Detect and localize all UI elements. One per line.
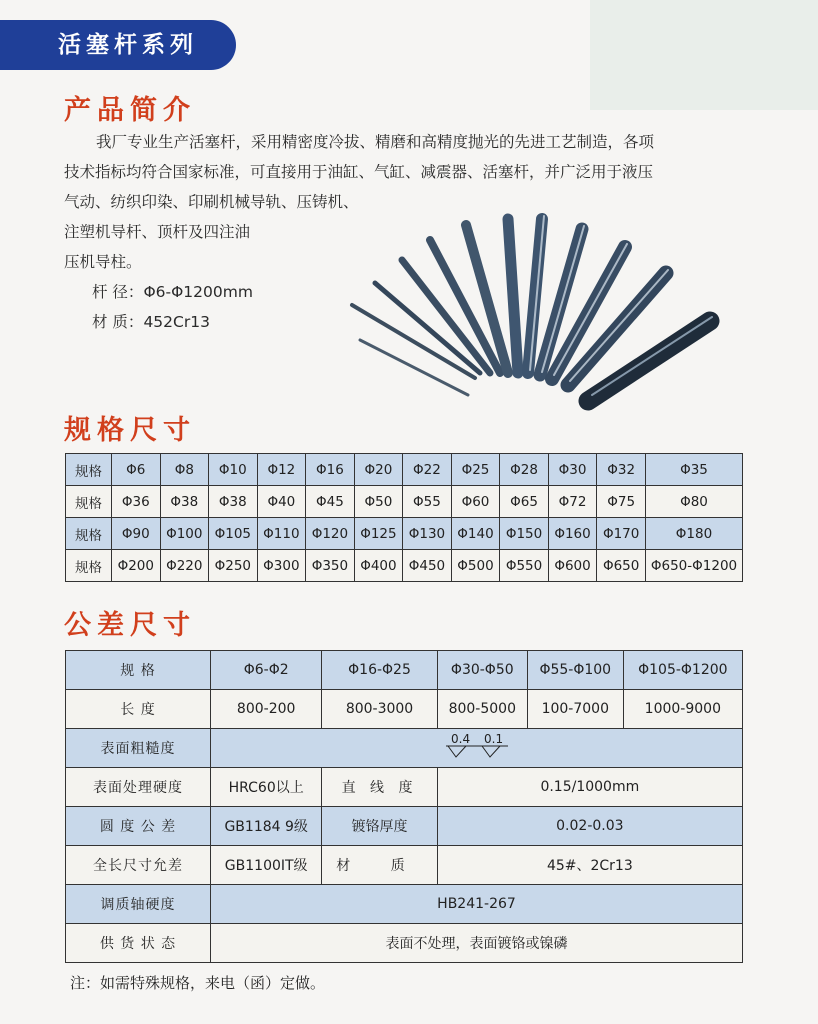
size-cell: Φ20 [354,454,403,486]
spec-value: Φ55-Φ100 [527,651,623,690]
roughness-symbol [442,731,512,761]
size-cell: Φ120 [306,518,355,550]
size-cell: Φ220 [160,550,209,582]
size-cell: Φ105 [209,518,258,550]
hardness-label: 表面处理硬度 [66,768,211,807]
size-cell: Φ170 [597,518,646,550]
intro-line-2: 技术指标均符合国家标准，可直接用于油缸、气缸、减震器、活塞杆，并广泛用于液压 [64,163,654,181]
size-cell: Φ25 [451,454,500,486]
spec-value: Φ105-Φ1200 [623,651,742,690]
table-row [66,550,743,582]
roundness-value: GB1184 9级 [211,807,322,846]
length-value: 800-5000 [437,690,527,729]
series-banner: 活塞杆系列 [0,20,236,70]
plating-label: 镀铬厚度 [322,807,437,846]
size-cell: Φ36 [112,486,161,518]
size-row-label: 规格 [66,550,112,582]
straightness-label: 直 线 度 [322,768,437,807]
tolerance-heading: 公差尺寸 [64,610,196,641]
size-cell: Φ8 [160,454,209,486]
footer-note: 注：如需特殊规格，来电（函）定做。 [70,974,326,992]
length-value: 1000-9000 [623,690,742,729]
piston-rods-image [330,205,730,420]
size-cell: Φ200 [112,550,161,582]
material-label: 材 质： [92,313,144,331]
roughness-cell [211,729,743,768]
roundness-label: 圆 度 公 差 [66,807,211,846]
sizes-heading: 规格尺寸 [64,415,196,446]
table-row [66,690,743,729]
size-cell: Φ90 [112,518,161,550]
plating-value: 0.02-0.03 [437,807,742,846]
corner-panel [590,0,818,110]
size-cell: Φ350 [306,550,355,582]
quench-label: 调质轴硬度 [66,885,211,924]
table-row [66,454,743,486]
size-cell: Φ28 [500,454,549,486]
table-row [66,885,743,924]
spec-value: Φ30-Φ50 [437,651,527,690]
table-row [66,651,743,690]
size-cell: Φ150 [500,518,549,550]
size-row-label: 规格 [66,486,112,518]
size-cell: Φ160 [548,518,597,550]
table-row [66,768,743,807]
hardness-value: HRC60以上 [211,768,322,807]
size-row-label: 规格 [66,518,112,550]
length-value: 100-7000 [527,690,623,729]
size-cell: Φ40 [257,486,306,518]
size-cell: Φ45 [306,486,355,518]
size-cell: Φ38 [209,486,258,518]
quench-value: HB241-267 [211,885,743,924]
intro-line-1: 我厂专业生产活塞杆，采用精密度冷拔、精磨和高精度抛光的先进工艺制造，各项 [96,133,655,151]
intro-line-4: 注塑机导杆、顶杆及四注油 [64,223,251,241]
spec-label: 规 格 [66,651,211,690]
roughness-value-a: 0.4 [450,732,470,746]
table-row [66,518,743,550]
size-cell: Φ100 [160,518,209,550]
size-cell: Φ400 [354,550,403,582]
table-row [66,729,743,768]
size-cell: Φ30 [548,454,597,486]
length-value: 800-3000 [322,690,437,729]
size-cell: Φ180 [646,518,743,550]
size-cell: Φ16 [306,454,355,486]
material-label-cell: 材 质 [322,846,437,885]
material-value-cell: 45#、2Cr13 [437,846,742,885]
size-cell: Φ600 [548,550,597,582]
roughness-triangle-icon [448,746,466,757]
intro-heading: 产品简介 [64,95,196,126]
size-cell: Φ650 [597,550,646,582]
size-row-label: 规格 [66,454,112,486]
size-cell: Φ10 [209,454,258,486]
diameter-label: 杆 径： [92,283,144,301]
size-cell: Φ140 [451,518,500,550]
size-cell: Φ550 [500,550,549,582]
table-row [66,846,743,885]
size-cell: Φ6 [112,454,161,486]
table-row [66,807,743,846]
fulllength-value: GB1100IT级 [211,846,322,885]
sizes-table [65,453,743,582]
size-cell: Φ250 [209,550,258,582]
size-cell: Φ60 [451,486,500,518]
intro-line-3: 气动、纺织印染、印刷机械导轨、压铸机、 [64,193,359,211]
spec-value: Φ16-Φ25 [322,651,437,690]
diameter-value: Φ6-Φ1200mm [143,283,253,301]
size-cell: Φ130 [403,518,452,550]
supply-label: 供 货 状 态 [66,924,211,963]
straightness-value: 0.15/1000mm [437,768,742,807]
size-cell: Φ50 [354,486,403,518]
size-cell: Φ110 [257,518,306,550]
size-cell: Φ38 [160,486,209,518]
size-cell: Φ500 [451,550,500,582]
size-cell: Φ450 [403,550,452,582]
length-value: 800-200 [211,690,322,729]
size-cell: Φ650-Φ1200 [646,550,743,582]
length-label: 长 度 [66,690,211,729]
roughness-label: 表面粗糙度 [66,729,211,768]
spec-value: Φ6-Φ2 [211,651,322,690]
size-cell: Φ80 [646,486,743,518]
size-cell: Φ300 [257,550,306,582]
fulllength-label: 全长尺寸允差 [66,846,211,885]
size-cell: Φ75 [597,486,646,518]
size-cell: Φ125 [354,518,403,550]
roughness-value-b: 0.1 [483,732,503,746]
size-cell: Φ72 [548,486,597,518]
tolerance-table [65,650,743,963]
size-cell: Φ55 [403,486,452,518]
material-value: 452Cr13 [143,313,210,331]
size-cell: Φ65 [500,486,549,518]
size-cell: Φ12 [257,454,306,486]
size-cell: Φ32 [597,454,646,486]
intro-line-5: 压机导柱。 [64,253,142,271]
supply-value: 表面不处理，表面镀铬或镍磷 [211,924,743,963]
roughness-triangle-icon [482,746,500,757]
table-row [66,924,743,963]
size-cell: Φ22 [403,454,452,486]
table-row [66,486,743,518]
size-cell: Φ35 [646,454,743,486]
